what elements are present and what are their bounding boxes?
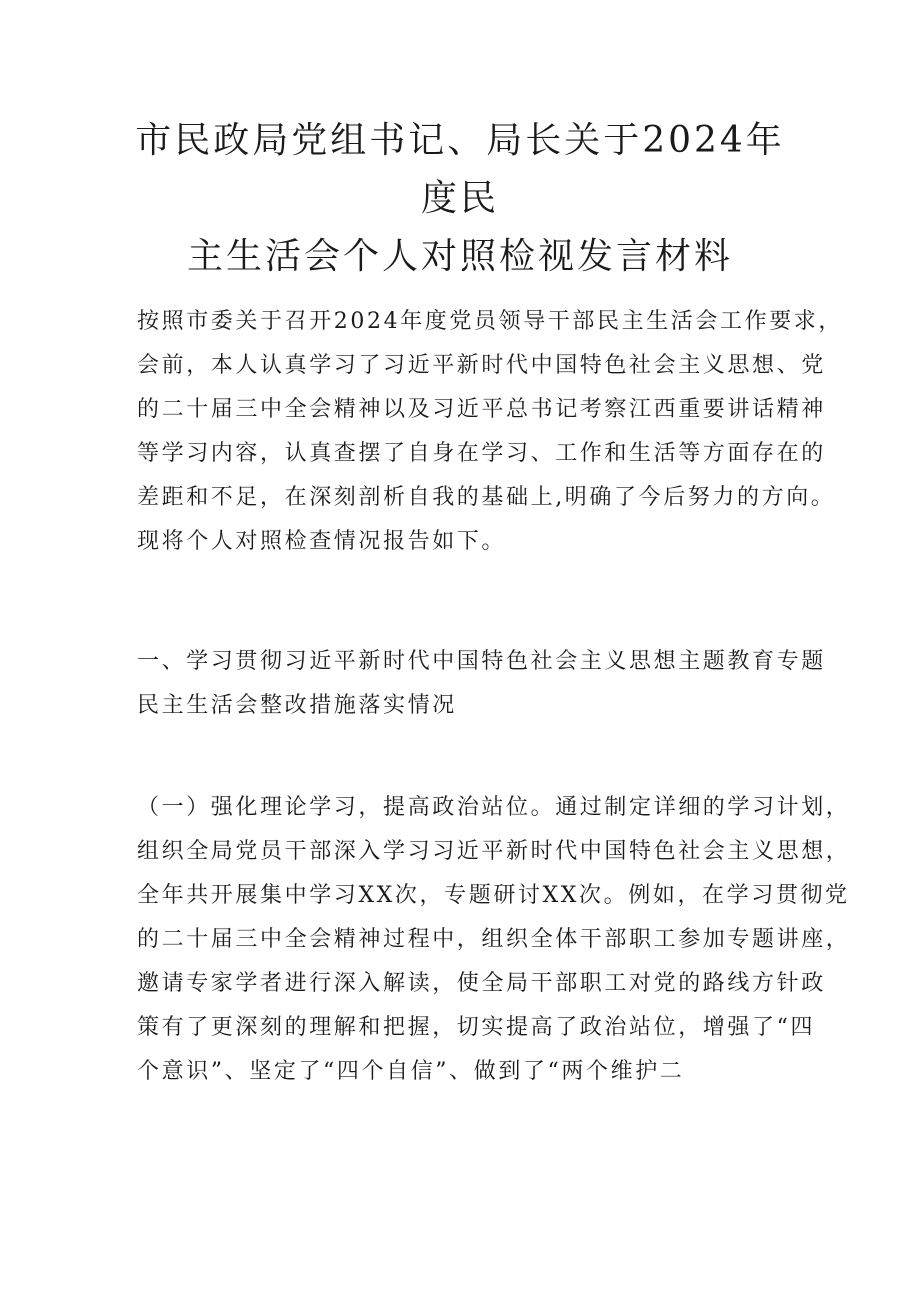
paragraph-line: 组织全局党员干部深入学习习近平新时代中国特色社会主义思想， — [137, 839, 851, 864]
heading-line: 民主生活会整改措施落实情况 — [137, 693, 457, 718]
paragraph-line: 策有了更深刻的理解和把握，切实提高了政治站位，增强了“四 — [137, 1015, 816, 1040]
title-line: 市民政局党组书记、局长关于2024年度民 — [135, 120, 785, 219]
section-paragraph — [137, 786, 851, 1094]
paragraph-line: 差距和不足，在深刻剖析自我的基础上,明确了今后努力的方向。 — [137, 485, 836, 510]
paragraph-line: 现将个人对照检查情况报告如下。 — [137, 529, 507, 554]
paragraph-line: （一）强化理论学习，提高政治站位。通过制定详细的学习计划， — [137, 795, 851, 820]
paragraph-line: 会前，本人认真学习了习近平新时代中国特色社会主义思想、党 — [137, 353, 826, 378]
section-heading — [137, 640, 826, 728]
intro-paragraph — [137, 300, 843, 564]
paragraph-line: 邀请专家学者进行深入解读，使全局干部职工对党的路线方针政 — [137, 971, 826, 996]
document-title — [120, 112, 800, 286]
paragraph-line: 按照市委关于召开2024年度党员领导干部民主生活会工作要求， — [137, 309, 843, 334]
title-line: 主生活会个人对照检视发言材料 — [186, 236, 733, 277]
heading-line: 一、学习贯彻习近平新时代中国特色社会主义思想主题教育专题 — [137, 649, 826, 674]
paragraph-line: 的二十届三中全会精神以及习近平总书记考察江西重要讲话精神 — [137, 397, 826, 422]
paragraph-line: 等学习内容，认真查摆了自身在学习、工作和生活等方面存在的 — [137, 441, 826, 466]
paragraph-line: 全年共开展集中学习XX次，专题研讨XX次。例如，在学习贯彻党 — [137, 883, 850, 908]
paragraph-line: 的二十届三中全会精神过程中，组织全体干部职工参加专题讲座， — [137, 927, 851, 952]
paragraph-line: 个意识”、坚定了“四个自信”、做到了“两个维护二 — [137, 1059, 685, 1084]
